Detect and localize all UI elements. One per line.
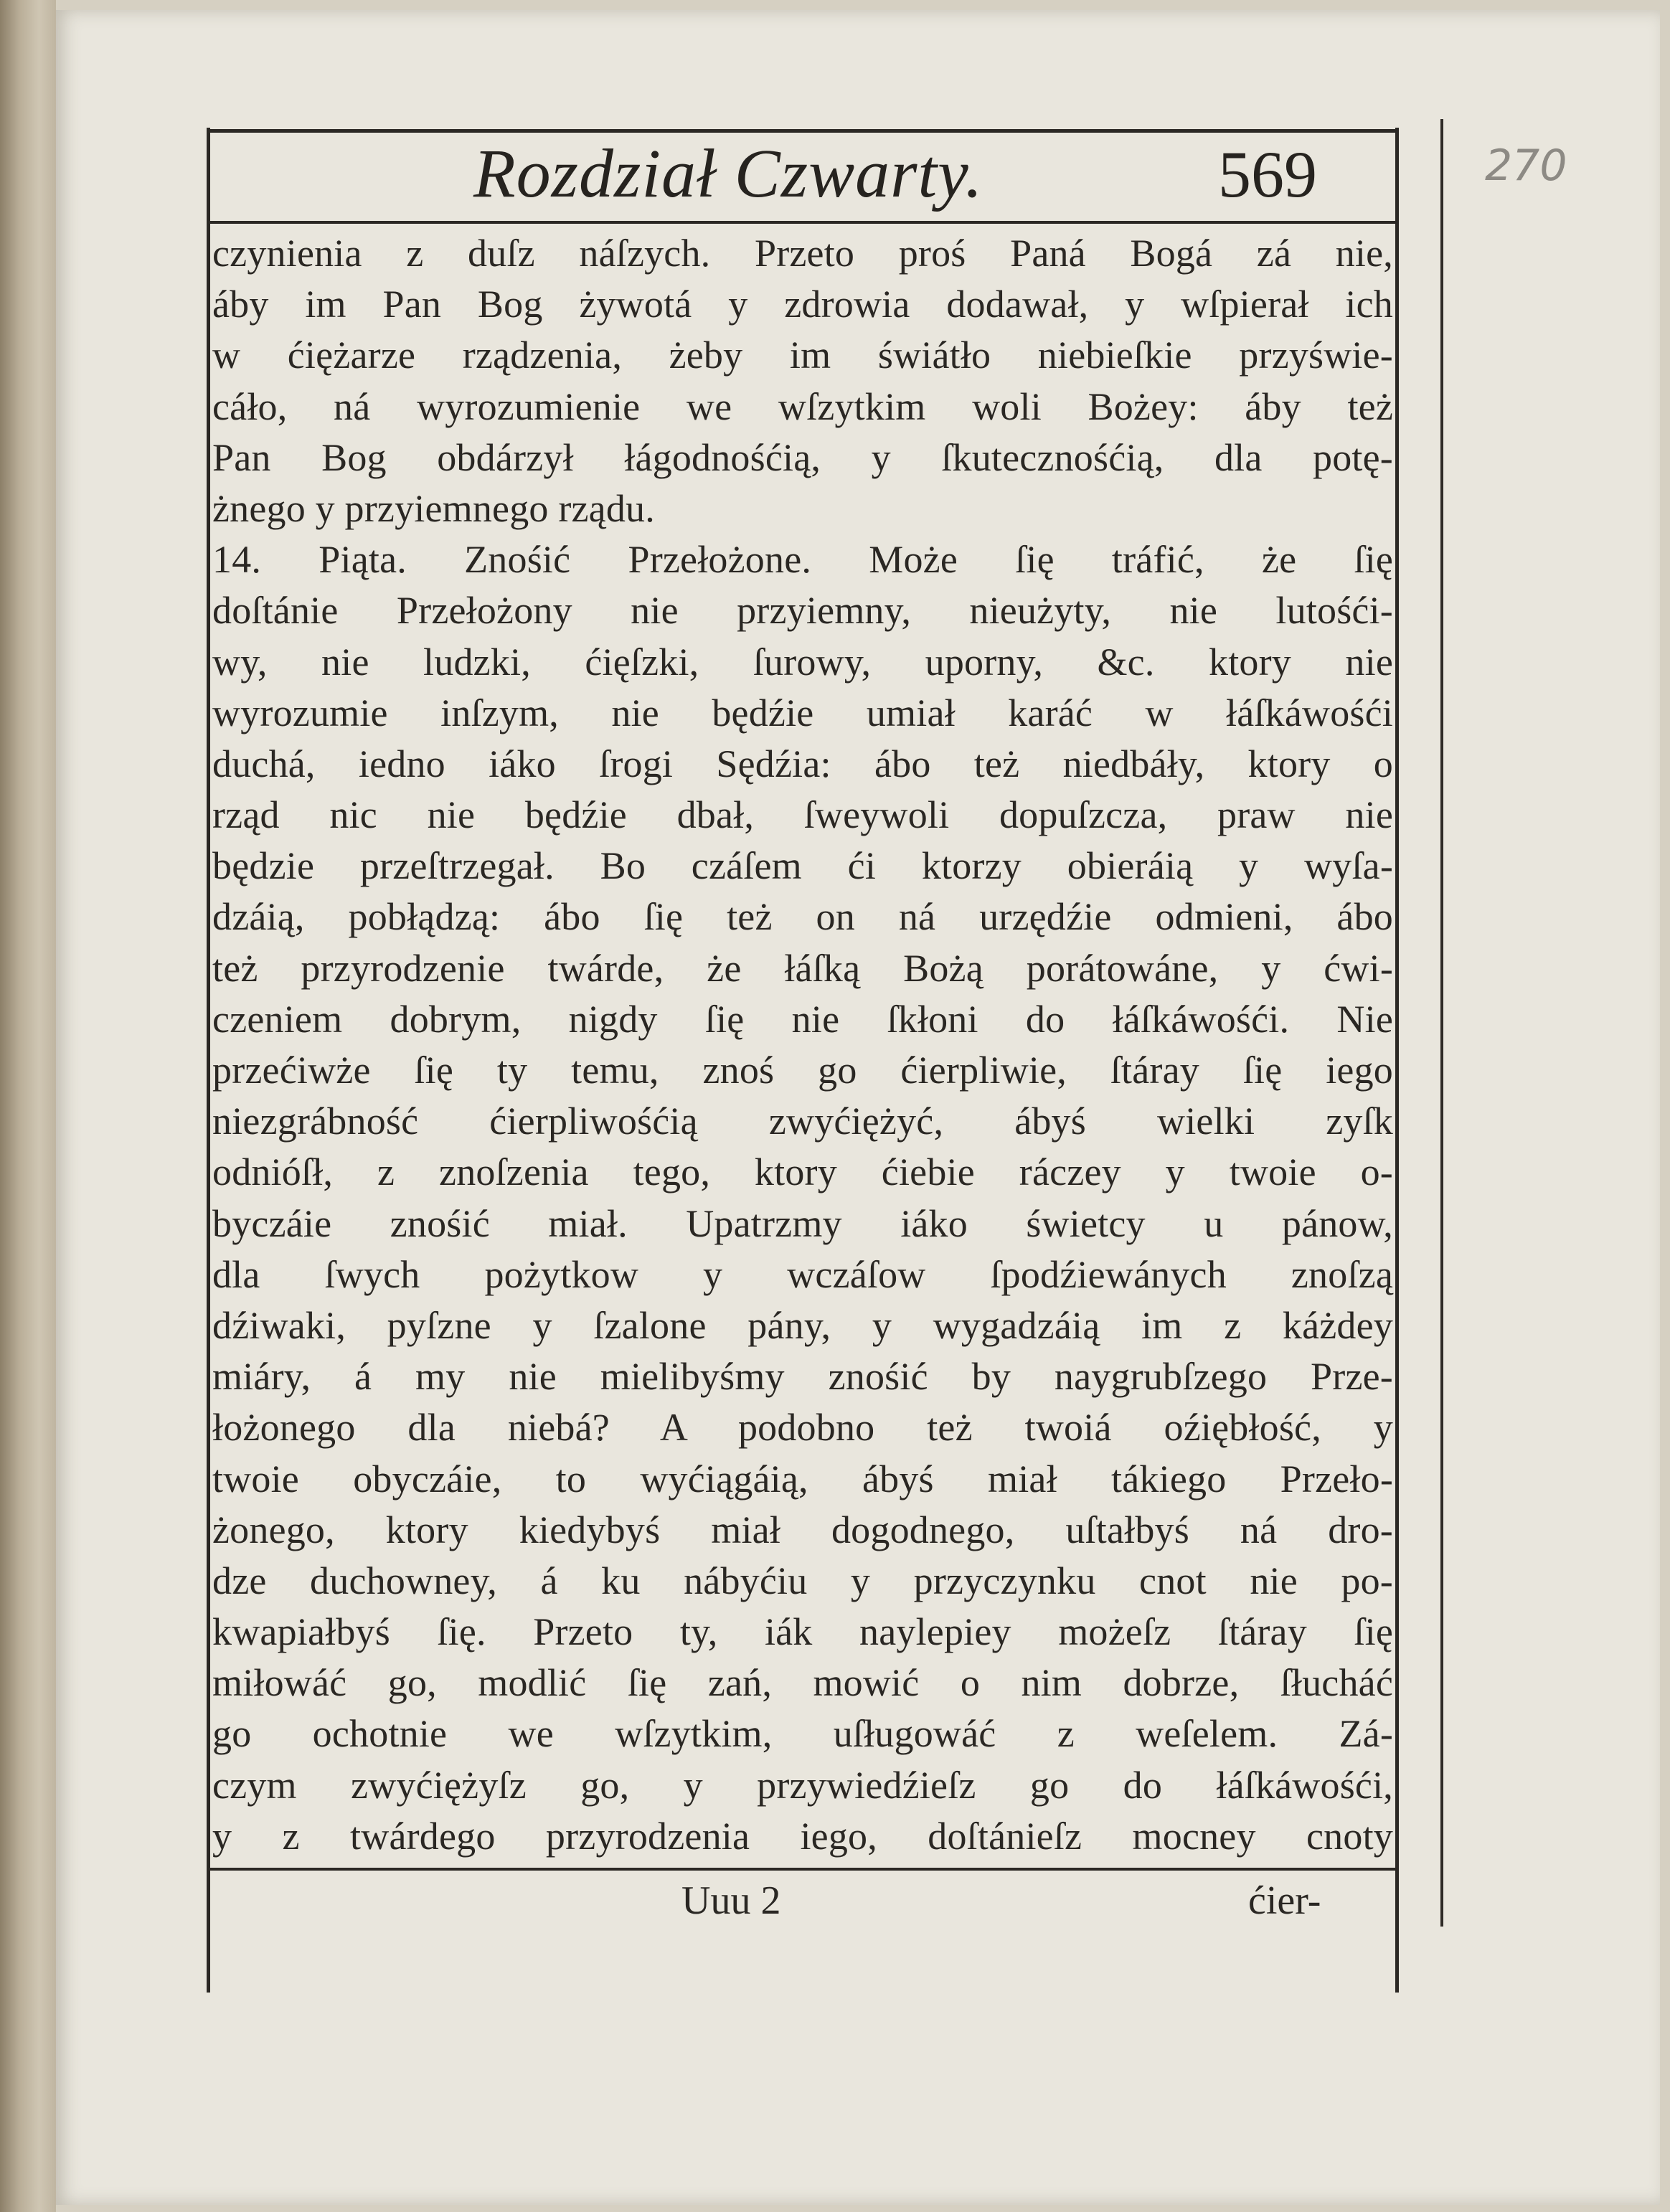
text-line: twoie obyczáie, to wyćiągáią, ábyś miał tákiego Przeło- bbox=[212, 1457, 1393, 1500]
text-line: wy, nie ludzki, ćięſzki, ſurowy, uporny, &c. ktory nie bbox=[212, 640, 1393, 684]
text-line: kwapiałbyś ſię. Przeto ty, iák naylepiey możeſz ſtáray ſię bbox=[212, 1610, 1393, 1654]
text-line: też przyrodzenie twárde, że łáſką Bożą porátowáne, y ćwi- bbox=[212, 946, 1393, 990]
running-title: Rozdział Czwarty. bbox=[473, 135, 983, 212]
text-line: byczáie znośić miał. Upatrzmy iáko świetcy u pánow, bbox=[212, 1201, 1393, 1245]
text-line: przećiwże ſię ty temu, znoś go ćierpliwie, ſtáray ſię iego bbox=[212, 1049, 1393, 1092]
text-line: Pan Bog obdárzył łágodnośćią, y ſkutecznośćią, dla potę- bbox=[212, 435, 1393, 479]
header-rule-top bbox=[207, 129, 1399, 133]
text-line: go ochotnie we wſzytkim, uſługowáć z weſelem. Zá- bbox=[212, 1712, 1393, 1756]
book-spine bbox=[0, 0, 56, 2212]
text-line: dźiwaki, pyſzne y ſzalone pány, y wygadzáią im z káżdey bbox=[212, 1303, 1393, 1347]
text-line: cáło, ná wyrozumienie we wſzytkim woli Bożey: áby też bbox=[212, 384, 1393, 428]
text-line: żnego y przyiemnego rządu. bbox=[212, 486, 655, 530]
text-line: dla ſwych pożytkow y wczáſow ſpodźiewánych znoſzą bbox=[212, 1252, 1393, 1296]
text-line: czynienia z duſz náſzych. Przeto proś Paná Bogá zá nie, bbox=[212, 232, 1393, 275]
page-number: 569 bbox=[1218, 138, 1317, 211]
header-rule-bottom bbox=[207, 221, 1399, 224]
text-line: miáry, á my nie mielibyśmy znośić by naygrubſzego Prze- bbox=[212, 1355, 1393, 1399]
text-line: rząd nic nie będźie dbał, ſweywoli dopuſzcza, praw nie bbox=[212, 793, 1393, 837]
text-line: dze duchowney, á ku nábyćiu y przyczynku cnot nie po- bbox=[212, 1559, 1393, 1602]
outer-rule bbox=[1440, 119, 1443, 1927]
text-line: doſtánie Przełożony nie przyiemny, nieużyty, nie lutośći- bbox=[212, 589, 1393, 633]
body-text bbox=[212, 228, 1393, 1862]
text-line: áby im Pan Bog żywotá y zdrowia dodawał, y wſpierał ich bbox=[212, 283, 1393, 326]
text-line: czeniem dobrym, nigdy ſię nie ſkłoni do łáſkáwośći. Nie bbox=[212, 997, 1393, 1041]
text-line: wyrozumie inſzym, nie będźie umiał karáć w łáſkáwośći bbox=[212, 691, 1393, 734]
text-line: y z twárdego przyrodzenia iego, doſtánieſz mocney cnoty bbox=[212, 1814, 1393, 1858]
text-line: 14. Piąta. Znośić Przełożone. Może ſię tráfić, że ſię bbox=[212, 538, 1393, 582]
text-line: duchá, iedno iáko ſrogi Sędźia: ábo też niedbáły, ktory o bbox=[212, 742, 1393, 785]
text-line: dzáią, pobłądzą: ábo ſię też on ná urzędźie odmieni, ábo bbox=[212, 895, 1393, 939]
text-line: odnióſł, z znoſzenia tego, ktory ćiebie ráczey y twoie o- bbox=[212, 1150, 1393, 1194]
signature-mark: Uuu 2 bbox=[681, 1878, 781, 1923]
text-line: miłowáć go, modlić ſię zań, mowić o nim dobrze, ſłucháć bbox=[212, 1661, 1393, 1705]
text-line: czym zwyćiężyſz go, y przywiedźieſz go do łáſkáwośći, bbox=[212, 1763, 1393, 1807]
catchword: ćier- bbox=[1248, 1878, 1321, 1923]
text-line: łożonego dla niebá? A podobno też twoiá oźiębłość, y bbox=[212, 1406, 1393, 1450]
text-line: niezgrábność ćierpliwośćią zwyćiężyć, ábyś wielki zyſk bbox=[212, 1100, 1393, 1143]
text-line: będzie przeſtrzegał. Bo czáſem ći ktorzy obieráią y wyſa- bbox=[212, 844, 1393, 888]
pencil-folio: 270 bbox=[1485, 141, 1567, 191]
text-line: w ćiężarze rządzenia, żeby im świátło niebieſkie przyświe- bbox=[212, 334, 1393, 377]
text-line: żonego, ktory kiedybyś miał dogodnego, uſtałbyś ná dro- bbox=[212, 1508, 1393, 1551]
footer-rule bbox=[207, 1868, 1399, 1871]
